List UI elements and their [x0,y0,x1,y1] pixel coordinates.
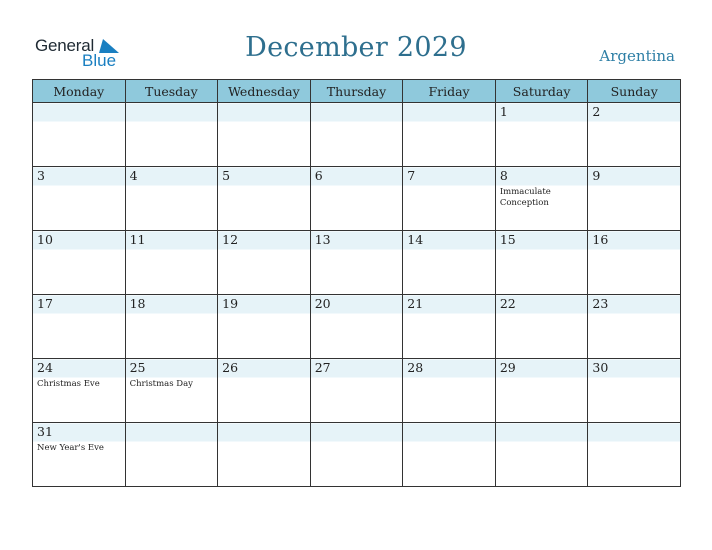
day-number [126,423,218,441]
day-number [218,103,310,121]
calendar-title: December 2029 [245,32,467,63]
day-cell [588,103,681,167]
day-number: 4 [129,168,138,183]
holiday-label: Christmas Day [129,379,193,389]
weekday-tuesday: Tuesday [125,80,218,103]
day-cell [125,295,218,359]
day-number: 14 [407,232,424,247]
day-number [311,423,403,441]
weekday-thursday: Thursday [310,80,403,103]
day-cell [33,423,126,487]
day-number: 1 [499,104,508,119]
week-row [33,423,681,487]
day-cell [495,359,588,423]
day-cell [403,103,496,167]
day-number: 18 [129,296,146,311]
day-number: 25 [129,360,146,375]
day-cell [33,295,126,359]
day-number: 27 [314,360,331,375]
weekday-sunday: Sunday [588,80,681,103]
day-cell [495,167,588,231]
day-number: 16 [592,232,609,247]
day-number [403,103,495,121]
weekday-wednesday: Wednesday [218,80,311,103]
day-number: 30 [592,360,609,375]
day-number: 31 [37,424,53,439]
day-number: 13 [314,232,331,247]
day-number: 23 [592,296,609,311]
day-cell [310,359,403,423]
day-number: 8 [499,168,508,183]
day-cell [310,423,403,487]
day-number [218,423,310,441]
weekday-header-row [33,80,681,103]
day-cell [33,103,126,167]
weekday-monday: Monday [33,80,126,103]
day-cell [588,231,681,295]
day-number [496,423,588,441]
day-cell [33,231,126,295]
day-number: 12 [222,232,239,247]
day-cell [588,295,681,359]
day-number: 7 [407,168,416,183]
day-number: 11 [129,232,146,247]
day-number: 24 [37,360,53,375]
day-cell [310,167,403,231]
day-cell [310,295,403,359]
day-number: 15 [499,232,516,247]
day-cell [588,167,681,231]
week-row [33,103,681,167]
day-number: 6 [314,168,323,183]
day-number [403,423,495,441]
day-cell [33,167,126,231]
day-cell [495,295,588,359]
day-number: 29 [499,360,516,375]
day-number: 22 [499,296,516,311]
calendar-grid [32,79,681,487]
day-cell [33,359,126,423]
weekday-saturday: Saturday [495,80,588,103]
day-number: 9 [592,168,601,183]
calendar-body [33,103,681,487]
day-cell [125,103,218,167]
day-number: 2 [592,104,601,119]
day-number [588,423,680,441]
day-cell [403,167,496,231]
day-cell [403,295,496,359]
day-cell [588,359,681,423]
day-cell [125,359,218,423]
day-cell [218,423,311,487]
day-number: 3 [37,168,45,183]
day-number: 5 [222,168,231,183]
logo-text-general: General [35,36,95,55]
day-number: 21 [407,296,424,311]
day-cell [588,423,681,487]
day-cell [125,231,218,295]
day-cell [403,359,496,423]
day-cell [218,359,311,423]
day-number: 17 [37,296,53,311]
day-number: 10 [37,232,53,247]
day-cell [218,167,311,231]
holiday-label: Immaculate Conception [499,187,551,208]
day-number: 26 [222,360,239,375]
week-row [33,167,681,231]
week-row [33,231,681,295]
day-cell [495,231,588,295]
day-cell [495,103,588,167]
logo-text-blue: Blue [82,51,117,70]
day-cell [125,167,218,231]
day-cell [310,103,403,167]
day-cell [125,423,218,487]
day-number: 20 [314,296,331,311]
day-number: 19 [222,296,239,311]
day-number: 28 [407,360,424,375]
holiday-label: Christmas Eve [37,379,100,389]
day-cell [403,231,496,295]
day-number [33,103,125,121]
day-cell [310,231,403,295]
day-cell [218,103,311,167]
day-cell [403,423,496,487]
day-cell [218,231,311,295]
week-row [33,295,681,359]
day-cell [495,423,588,487]
day-number [126,103,218,121]
week-row [33,359,681,423]
day-cell [218,295,311,359]
day-number [311,103,403,121]
country-label: Argentina [599,47,675,65]
weekday-friday: Friday [403,80,496,103]
holiday-label: New Year's Eve [37,443,104,453]
